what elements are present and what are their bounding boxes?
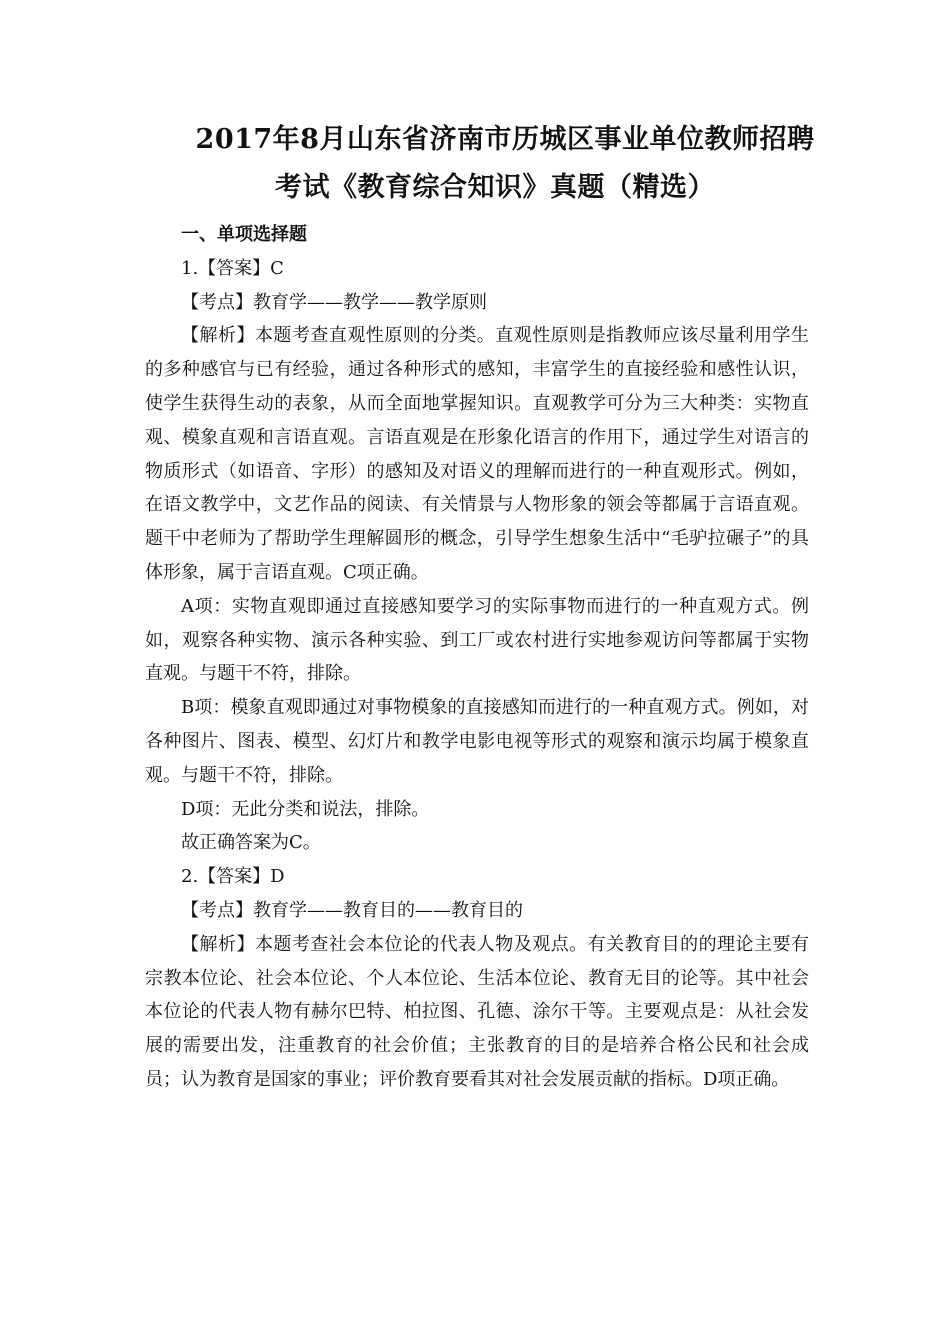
q1-topic: 【考点】教育学——教学——教学原则 (181, 291, 487, 313)
document-title-line-2: 考试《教育综合知识》真题（精选） (275, 172, 715, 203)
q1-conclusion: 故正确答案为C。 (181, 832, 321, 854)
q2-answer: 2.【答案】D (181, 866, 285, 888)
q1-option-d: D项：无此分类和说法，排除。 (181, 798, 430, 820)
q2-analysis: 【解析】本题考查社会本位论的代表人物及观点。有关教育目的的理论主要有宗教本位论、社会本位论、个人本位论、生活本位论、教育无目的论等。其中社会本位论的代表人物有赫尔巴特、柏拉图、孔德、涂尔干等。主要观点是：从社会发展的需要出发，注重教育的社会价值；主张教育的目的是培养合格公民和社会成员；认为教育是国家的事业；评价教育要看其对社会发展贡献的指标。D项正确。 (145, 933, 809, 1090)
document-title-line-1: 2017年8月山东省济南市历城区事业单位教师招聘 (195, 124, 815, 155)
section-heading: 一、单项选择题 (181, 224, 307, 245)
q1-option-b: B项：模象直观即通过对事物模象的直接感知而进行的一种直观方式。例如，对各种图片、图表、模型、幻灯片和教学电影电视等形式的观察和演示均属于模象直观。与题干不符，排除。 (145, 697, 809, 786)
q1-answer: 1.【答案】C (181, 257, 284, 279)
document-body (145, 218, 809, 1097)
q2-topic: 【考点】教育学——教育目的——教育目的 (181, 899, 523, 921)
q1-option-a: A项：实物直观即通过直接感知要学习的实际事物而进行的一种直观方式。例如，观察各种实物、演示各种实验、到工厂或农村进行实地参观访问等都属于实物直观。与题干不符，排除。 (145, 595, 809, 685)
q1-analysis: 【解析】本题考查直观性原则的分类。直观性原则是指教师应该尽量利用学生的多种感官与已有经验，通过各种形式的感知，丰富学生的直接经验和感性认识，使学生获得生动的表象，从而全面地掌握知识。直观教学可分为三大种类：实物直观、模象直观和言语直观。言语直观是在形象化语言的作用下，通过学生对语言的物质形式（如语音、字形）的感知及对语义的理解而进行的一种直观形式。例如，在语文教学中，文艺作品的阅读、有关情景与人物形象的领会等都属于言语直观。题干中老师为了帮助学生理解圆形的概念，引导学生想象生活中“毛驴拉碾子”的具体形象，属于言语直观。C项正确。 (145, 325, 809, 583)
